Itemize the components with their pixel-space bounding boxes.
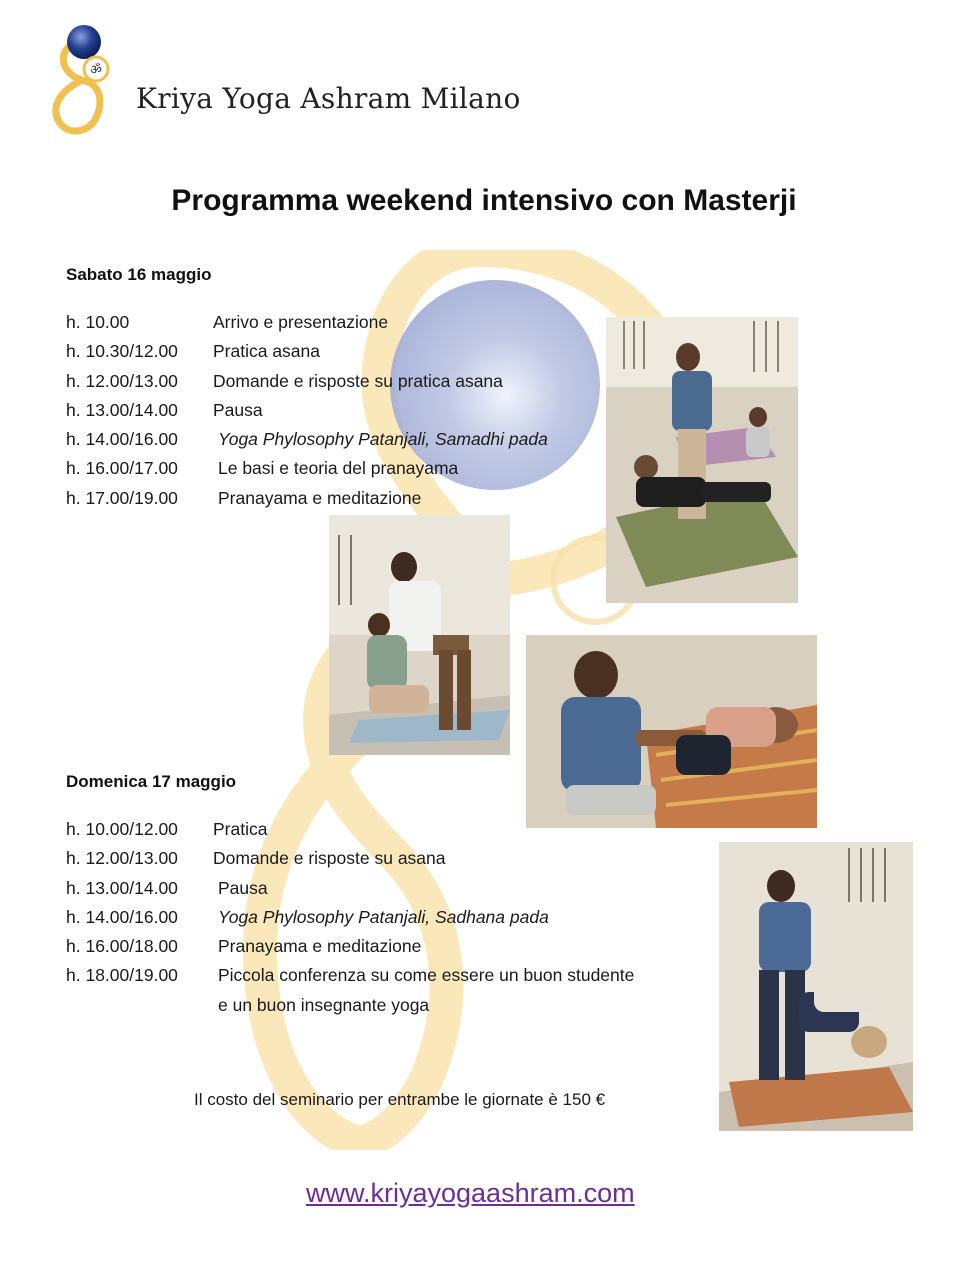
- schedule-time: h. 10.30/12.00: [66, 341, 178, 362]
- schedule-activity: Pratica: [213, 819, 268, 839]
- schedule-activity: Arrivo e presentazione: [213, 312, 389, 332]
- schedule-time: h. 12.00/13.00: [66, 370, 178, 391]
- schedule-activity: Piccola conferenza su come essere un buon studente: [218, 965, 635, 986]
- schedule-activity: Pranayama e meditazione: [218, 936, 422, 957]
- schedule-activity: Le basi e teoria del pranayama: [218, 458, 459, 479]
- schedule-activity: e un buon insegnante yoga: [218, 994, 430, 1015]
- schedule-activity: Pausa: [213, 399, 263, 420]
- schedule-time: h. 17.00/19.00: [66, 487, 178, 508]
- schedule-activity: Pranayama e meditazione: [218, 487, 422, 508]
- schedule-activity: Yoga Phylosophy Patanjali, Samadhi pada: [218, 429, 548, 450]
- schedule-time: h. 10.00: [66, 312, 130, 332]
- schedule-time: h. 13.00/14.00: [66, 399, 178, 420]
- schedule-time: h. 13.00/14.00: [66, 877, 178, 898]
- schedule-activity: Pratica asana: [213, 341, 321, 362]
- photo-yoga-assist-4: [719, 842, 913, 1131]
- schedule-activity: Yoga Phylosophy Patanjali, Sadhana pada: [218, 906, 549, 927]
- seminar-cost: Il costo del seminario per entrambe le giornate è 150 €: [194, 1090, 606, 1109]
- sunday-heading: Domenica 17 maggio: [66, 772, 237, 791]
- schedule-time: h. 14.00/16.00: [66, 429, 178, 450]
- schedule-activity: Domande e risposte su asana: [213, 848, 446, 869]
- schedule-time: h. 14.00/16.00: [66, 906, 178, 927]
- schedule-time: h. 16.00/17.00: [66, 458, 178, 479]
- schedule-time: h. 18.00/19.00: [66, 965, 178, 986]
- photo-yoga-assist-2: [329, 515, 510, 755]
- schedule-activity: Domande e risposte su pratica asana: [213, 370, 503, 391]
- org-name: Kriya Yoga Ashram Milano: [136, 82, 521, 115]
- schedule-time: h. 10.00/12.00: [66, 819, 178, 839]
- om-infinity-logo-icon: [48, 22, 116, 138]
- saturday-heading: Sabato 16 maggio: [66, 265, 212, 284]
- schedule-time: h. 12.00/13.00: [66, 848, 178, 869]
- svg-text:ॐ: ॐ: [90, 63, 102, 78]
- website-link[interactable]: www.kriyayogaashram.com: [306, 1178, 635, 1208]
- page-title: Programma weekend intensivo con Masterji: [171, 184, 797, 217]
- photo-yoga-assist-3: [526, 635, 817, 828]
- schedule-time: h. 16.00/18.00: [66, 936, 178, 957]
- photo-yoga-assist-1: [606, 317, 798, 603]
- schedule-activity: Pausa: [218, 877, 268, 898]
